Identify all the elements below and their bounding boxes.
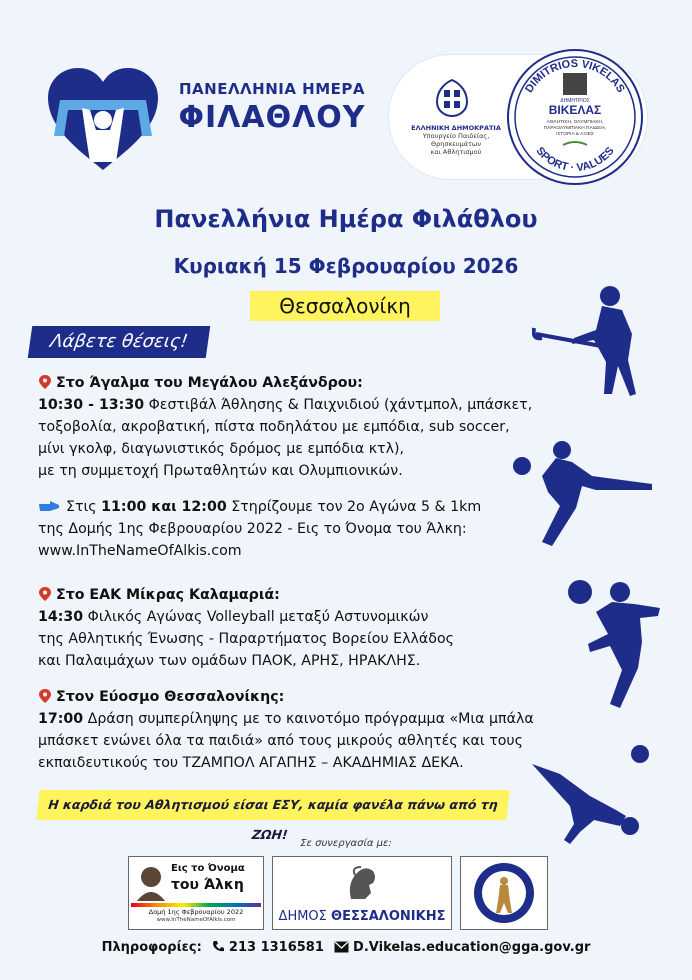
football-player-silhouette-icon <box>512 436 662 558</box>
section1-heading-row <box>38 372 578 394</box>
pointing-hand-icon <box>38 499 60 513</box>
email-icon <box>334 941 349 953</box>
location-pin-icon <box>38 689 52 703</box>
section3-line3: εκπαιδευτικούς του ΤΖΑΜΠΟΛ ΑΓΑΠΗΣ – ΑΚΑΔΗΜΙΑΣ ΔΕΚΑ. <box>38 755 464 771</box>
section-kalamaria <box>38 584 578 672</box>
footer-label: Πληροφορίες: <box>101 940 202 955</box>
alkis-portrait-icon <box>135 865 167 901</box>
section1-line1-text: Φεστιβάλ Άθλησης & Παιχνιδιού (χάντμπολ, μπάσκετ, <box>144 397 533 413</box>
alexander-head-icon <box>343 863 381 903</box>
partner-alkis <box>128 856 264 930</box>
dimos-word2: ΘΕΣΣΑΛΟΝΙΚΗΣ <box>331 909 446 924</box>
alkis-line2: του Άλκη <box>171 877 244 893</box>
section3-time: 17:00 <box>38 711 84 727</box>
location-pin-icon <box>38 375 52 389</box>
run-rest: Στηρίζουμε τον 2ο Αγώνα 5 & 1km <box>226 499 482 515</box>
footer-email[interactable]: D.Vikelas.education@gga.gov.gr <box>353 940 591 955</box>
section1-heading: Στο Άγαλμα του Μεγάλου Αλεξάνδρου: <box>56 375 363 391</box>
partner-dimos-thessalonikis <box>272 856 452 930</box>
section1-line4: με τη συμμετοχή Πρωταθλητών και Ολυμπιονικών. <box>38 463 403 479</box>
vikelas-portrait <box>563 73 587 95</box>
city-highlight: Θεσσαλονίκη <box>250 291 440 321</box>
slogan-banner: Η καρδιά του Αθλητισμού είσαι ΕΣΥ, καμία φανέλα πάνω από τη ΖΩΗ! <box>36 790 509 820</box>
run-line2: της Δομής 1ης Φεβρουαρίου 2022 - Εις το Όνομα του Άλκη: <box>38 521 467 537</box>
section2-line2: της Αθλητικής Ένωσης - Παραρτήματος Βορείου Ελλάδος <box>38 631 454 647</box>
seal-small: ΔΗΜΗΤΡΙΟΣ <box>560 98 590 104</box>
section2-line1 <box>38 606 578 628</box>
vikelas-seal <box>505 47 645 187</box>
phone-icon <box>212 940 225 953</box>
tagline-banner: Λάβετε θέσεις! <box>28 326 210 358</box>
partners-label: Σε συνεργασία με: <box>300 838 392 849</box>
hockey-player-silhouette-icon <box>532 282 662 422</box>
run-url[interactable]: www.InTheNameOfAlkis.com <box>38 543 242 559</box>
gov-line3: και Αθλητισμού <box>430 148 482 156</box>
greek-emblem-icon <box>433 78 471 118</box>
section2-time: 14:30 <box>38 609 84 625</box>
section-evosmos <box>38 686 578 774</box>
run-line1 <box>38 496 578 518</box>
section2-line3: και Παλαιμάχων των ομάδων ΠΑΟΚ, ΑΡΗΣ, ΗΡΑΚΛΗΣ. <box>38 653 421 669</box>
section2-heading: Στο ΕΑΚ Μίκρας Καλαμαριά: <box>56 587 280 603</box>
event-brand <box>172 80 372 135</box>
olympic-academy-seal-icon <box>472 861 536 925</box>
location-pin-icon <box>38 587 52 601</box>
section1-time: 10:30 - 13:30 <box>38 397 145 413</box>
run-pre: Στις <box>66 499 102 515</box>
section2-line1-text: Φιλικός Αγώνας Volleyball μεταξύ Αστυνομικών <box>83 609 429 625</box>
bicycle-kick-silhouette-icon <box>530 744 660 848</box>
volleyball-player-silhouette-icon <box>560 572 670 712</box>
alkis-line4: www.InTheNameOfAlkis.com <box>156 917 236 923</box>
section3-heading: Στον Εύοσμο Θεσσαλονίκης: <box>56 689 285 705</box>
section1-line1 <box>38 394 578 416</box>
contact-footer <box>0 940 692 955</box>
dimos-word1: ΔΗΜΟΣ <box>278 909 327 924</box>
seal-sub1: ΑΘΛΗΤΙΚΗ, ΟΛΥΜΠΙΑΚΗ, <box>546 120 604 125</box>
footer-phone[interactable]: 213 1316581 <box>228 940 324 955</box>
section3-line1-text: Δράση συμπερίληψης με το καινοτόμο πρόγραμμα «Μια μπάλα <box>83 711 534 727</box>
event-date: Κυριακή 15 Φεβρουαρίου 2026 <box>173 254 519 278</box>
seal-name: ΒΙΚΕΛΑΣ <box>548 103 602 117</box>
section-alexander-statue <box>38 372 578 482</box>
seal-ring-bottom: SPORT · VALUES <box>533 145 617 175</box>
section2-heading-row <box>38 584 578 606</box>
section3-heading-row <box>38 686 578 708</box>
seal-ring-top: DIMITRIOS VIKELAS <box>523 57 627 95</box>
alkis-line1: Εις το Όνομα <box>171 863 245 874</box>
gov-line2: Υπουργείο Παιδείας, Θρησκευμάτων <box>422 132 490 148</box>
dimos-name <box>273 909 451 924</box>
section-run <box>38 496 578 562</box>
event-title: Πανελλήνια Ημέρα Φιλάθλου <box>154 205 538 233</box>
partner-olympic-academy <box>460 856 548 930</box>
run-times: 11:00 και 12:00 <box>101 499 227 515</box>
heart-fan-logo-icon <box>44 66 162 172</box>
section1-line3: μίνι γκολφ, διαγωνιστικός δρόμος με εμπόδια κτλ), <box>38 441 405 457</box>
brand-line2: ΦΙΛΑΘΛΟΥ <box>178 100 366 135</box>
rainbow-stripe <box>131 903 261 907</box>
gov-line1: ΕΛΛΗΝΙΚΗ ΔΗΜΟΚΡΑΤΙΑ <box>411 124 501 132</box>
section3-line1 <box>38 708 578 730</box>
brand-line1: ΠΑΝΕΛΛΗΝΙΑ ΗΜΕΡΑ <box>178 80 366 98</box>
section1-line2: τοξοβολία, ακροβατική, πίστα ποδηλάτου με εμπόδια, sub soccer, <box>38 419 510 435</box>
section3-line2: μπάσκετ ενώνει όλα τα παιδιά» από τους μικρούς αθλητές και τους <box>38 733 523 749</box>
seal-sub3: ΙΣΤΟΡΙΑ & ΑΞΙΕΣ <box>556 132 594 137</box>
alkis-line3: Δομή 1ης Φεβρουαρίου 2022 <box>148 908 244 916</box>
seal-sub2: ΠΑΡΑΟΛΥΜΠΙΑΚΗ ΠΑΙΔΕΙΑ, <box>543 126 607 131</box>
ministry-text <box>400 124 512 156</box>
